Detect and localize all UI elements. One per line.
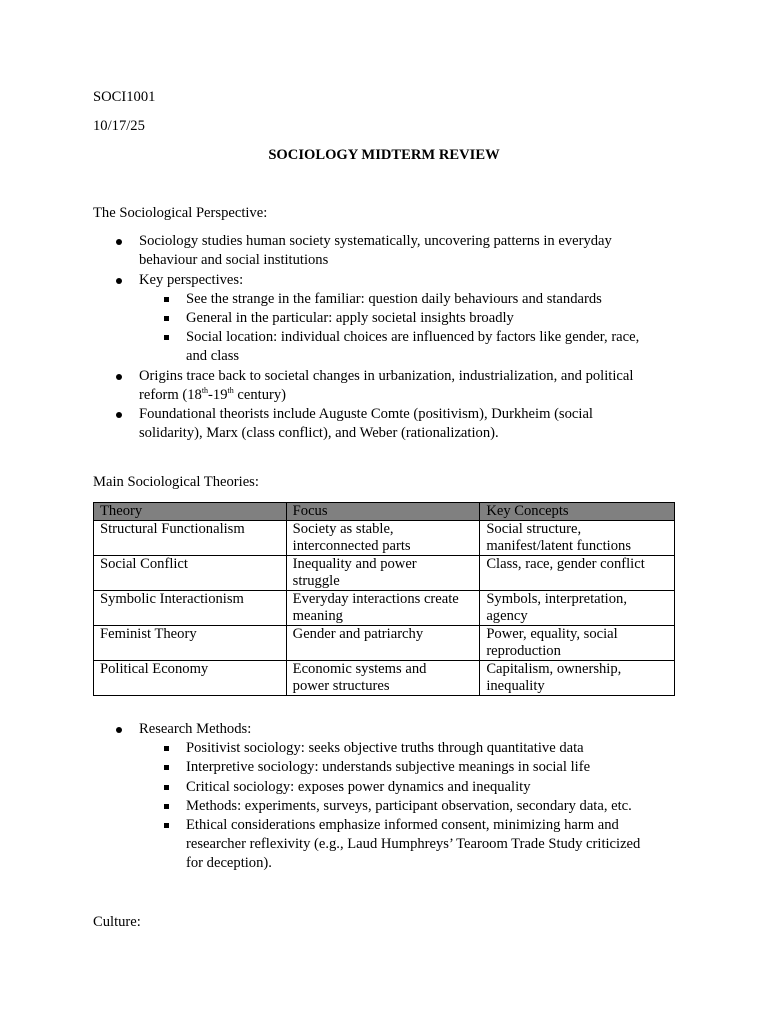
column-header-focus: Focus — [286, 503, 480, 521]
text-run: reform (18 — [139, 387, 202, 403]
cell-concepts — [480, 591, 675, 626]
list-item-line: Ethical considerations emphasize informed consent, minimizing harm and — [186, 817, 619, 833]
sub-list-item — [186, 778, 678, 797]
superscript: th — [201, 386, 209, 396]
cell-theory: Structural Functionalism — [94, 521, 287, 556]
cell-focus — [286, 626, 480, 661]
superscript: th — [227, 386, 234, 396]
list-item-line: behaviour and social institutions — [139, 252, 329, 268]
list-item — [139, 232, 679, 270]
section-heading-culture: Culture: — [93, 914, 141, 930]
table-header-row — [94, 503, 675, 521]
cell-focus — [286, 521, 480, 556]
cell-line: Gender and patriarchy — [292, 626, 424, 642]
section-heading-theories: Main Sociological Theories: — [93, 474, 259, 490]
cell-line: struggle — [292, 573, 340, 589]
cell-line: power structures — [292, 678, 390, 694]
list-item — [139, 720, 679, 739]
table-row — [94, 521, 675, 556]
cell-line: Social structure, — [486, 521, 582, 537]
cell-concepts — [480, 661, 675, 696]
table-row — [94, 626, 675, 661]
cell-line: inequality — [486, 678, 545, 694]
list-item-line: Interpretive sociology: understands subjective meanings in social life — [186, 759, 591, 775]
theories-table — [93, 502, 675, 696]
list-item-line — [139, 386, 679, 405]
cell-concepts — [480, 626, 675, 661]
sub-list-item — [186, 758, 678, 777]
list-item-line: Research Methods: — [139, 721, 252, 737]
cell-focus — [286, 591, 480, 626]
cell-focus — [286, 661, 480, 696]
cell-line: Symbols, interpretation, — [486, 591, 627, 607]
table-row — [94, 556, 675, 591]
table-row — [94, 661, 675, 696]
sub-list-item — [186, 290, 678, 309]
course-code: SOCI1001 — [93, 89, 156, 105]
cell-concepts — [480, 556, 675, 591]
cell-line: Everyday interactions create — [292, 591, 459, 607]
list-item-line: Sociology studies human society systematically, uncovering patterns in everyday — [139, 233, 612, 249]
list-item — [139, 271, 679, 290]
cell-theory: Political Economy — [94, 661, 287, 696]
cell-line: meaning — [292, 608, 343, 624]
list-item-line: See the strange in the familiar: question daily behaviours and standards — [186, 291, 602, 307]
list-item — [139, 367, 679, 405]
column-header-key-concepts: Key Concepts — [480, 503, 675, 521]
cell-theory: Symbolic Interactionism — [94, 591, 287, 626]
cell-concepts — [480, 521, 675, 556]
cell-line: manifest/latent functions — [486, 538, 631, 554]
cell-theory: Feminist Theory — [94, 626, 287, 661]
cell-line: Economic systems and — [292, 661, 427, 677]
list-item-line: Positivist sociology: seeks objective truths through quantitative data — [186, 740, 584, 756]
cell-line: Inequality and power — [292, 556, 417, 572]
list-item-line: Critical sociology: exposes power dynamics and inequality — [186, 779, 531, 795]
section-heading-perspective: The Sociological Perspective: — [93, 205, 268, 221]
sub-list-item — [186, 309, 678, 328]
list-item-line: Methods: experiments, surveys, participant observation, secondary data, etc. — [186, 798, 632, 814]
cell-line: interconnected parts — [292, 538, 411, 554]
cell-line: Class, race, gender conflict — [486, 556, 645, 572]
list-item-line: Social location: individual choices are influenced by factors like gender, race, — [186, 329, 640, 345]
list-item-line: for deception). — [186, 855, 272, 871]
list-item-line: Foundational theorists include Auguste Comte (positivism), Durkheim (social — [139, 406, 593, 422]
sub-list-item — [186, 797, 678, 816]
cell-focus — [286, 556, 480, 591]
list-item — [139, 405, 679, 443]
cell-line: Power, equality, social — [486, 626, 618, 642]
list-item-line: General in the particular: apply societal insights broadly — [186, 310, 514, 326]
document-title: SOCIOLOGY MIDTERM REVIEW — [268, 147, 500, 163]
column-header-theory: Theory — [94, 503, 287, 521]
text-run: century) — [233, 387, 287, 403]
text-run: -19 — [208, 387, 228, 403]
sub-list-item — [186, 816, 678, 873]
cell-theory: Social Conflict — [94, 556, 287, 591]
sub-list-item — [186, 328, 678, 366]
list-item-line: solidarity), Marx (class conflict), and Weber (rationalization). — [139, 425, 499, 441]
document-date: 10/17/25 — [93, 118, 145, 134]
table-row — [94, 591, 675, 626]
list-item-line: Origins trace back to societal changes in urbanization, industrialization, and political — [139, 368, 634, 384]
sub-list-item — [186, 739, 678, 758]
list-item-line: and class — [186, 348, 240, 364]
cell-line: agency — [486, 608, 528, 624]
cell-line: reproduction — [486, 643, 561, 659]
list-item-line: researcher reflexivity (e.g., Laud Humphreys’ Tearoom Trade Study criticized — [186, 836, 641, 852]
cell-line: Society as stable, — [292, 521, 394, 537]
cell-line: Capitalism, ownership, — [486, 661, 622, 677]
list-item-line: Key perspectives: — [139, 272, 244, 288]
